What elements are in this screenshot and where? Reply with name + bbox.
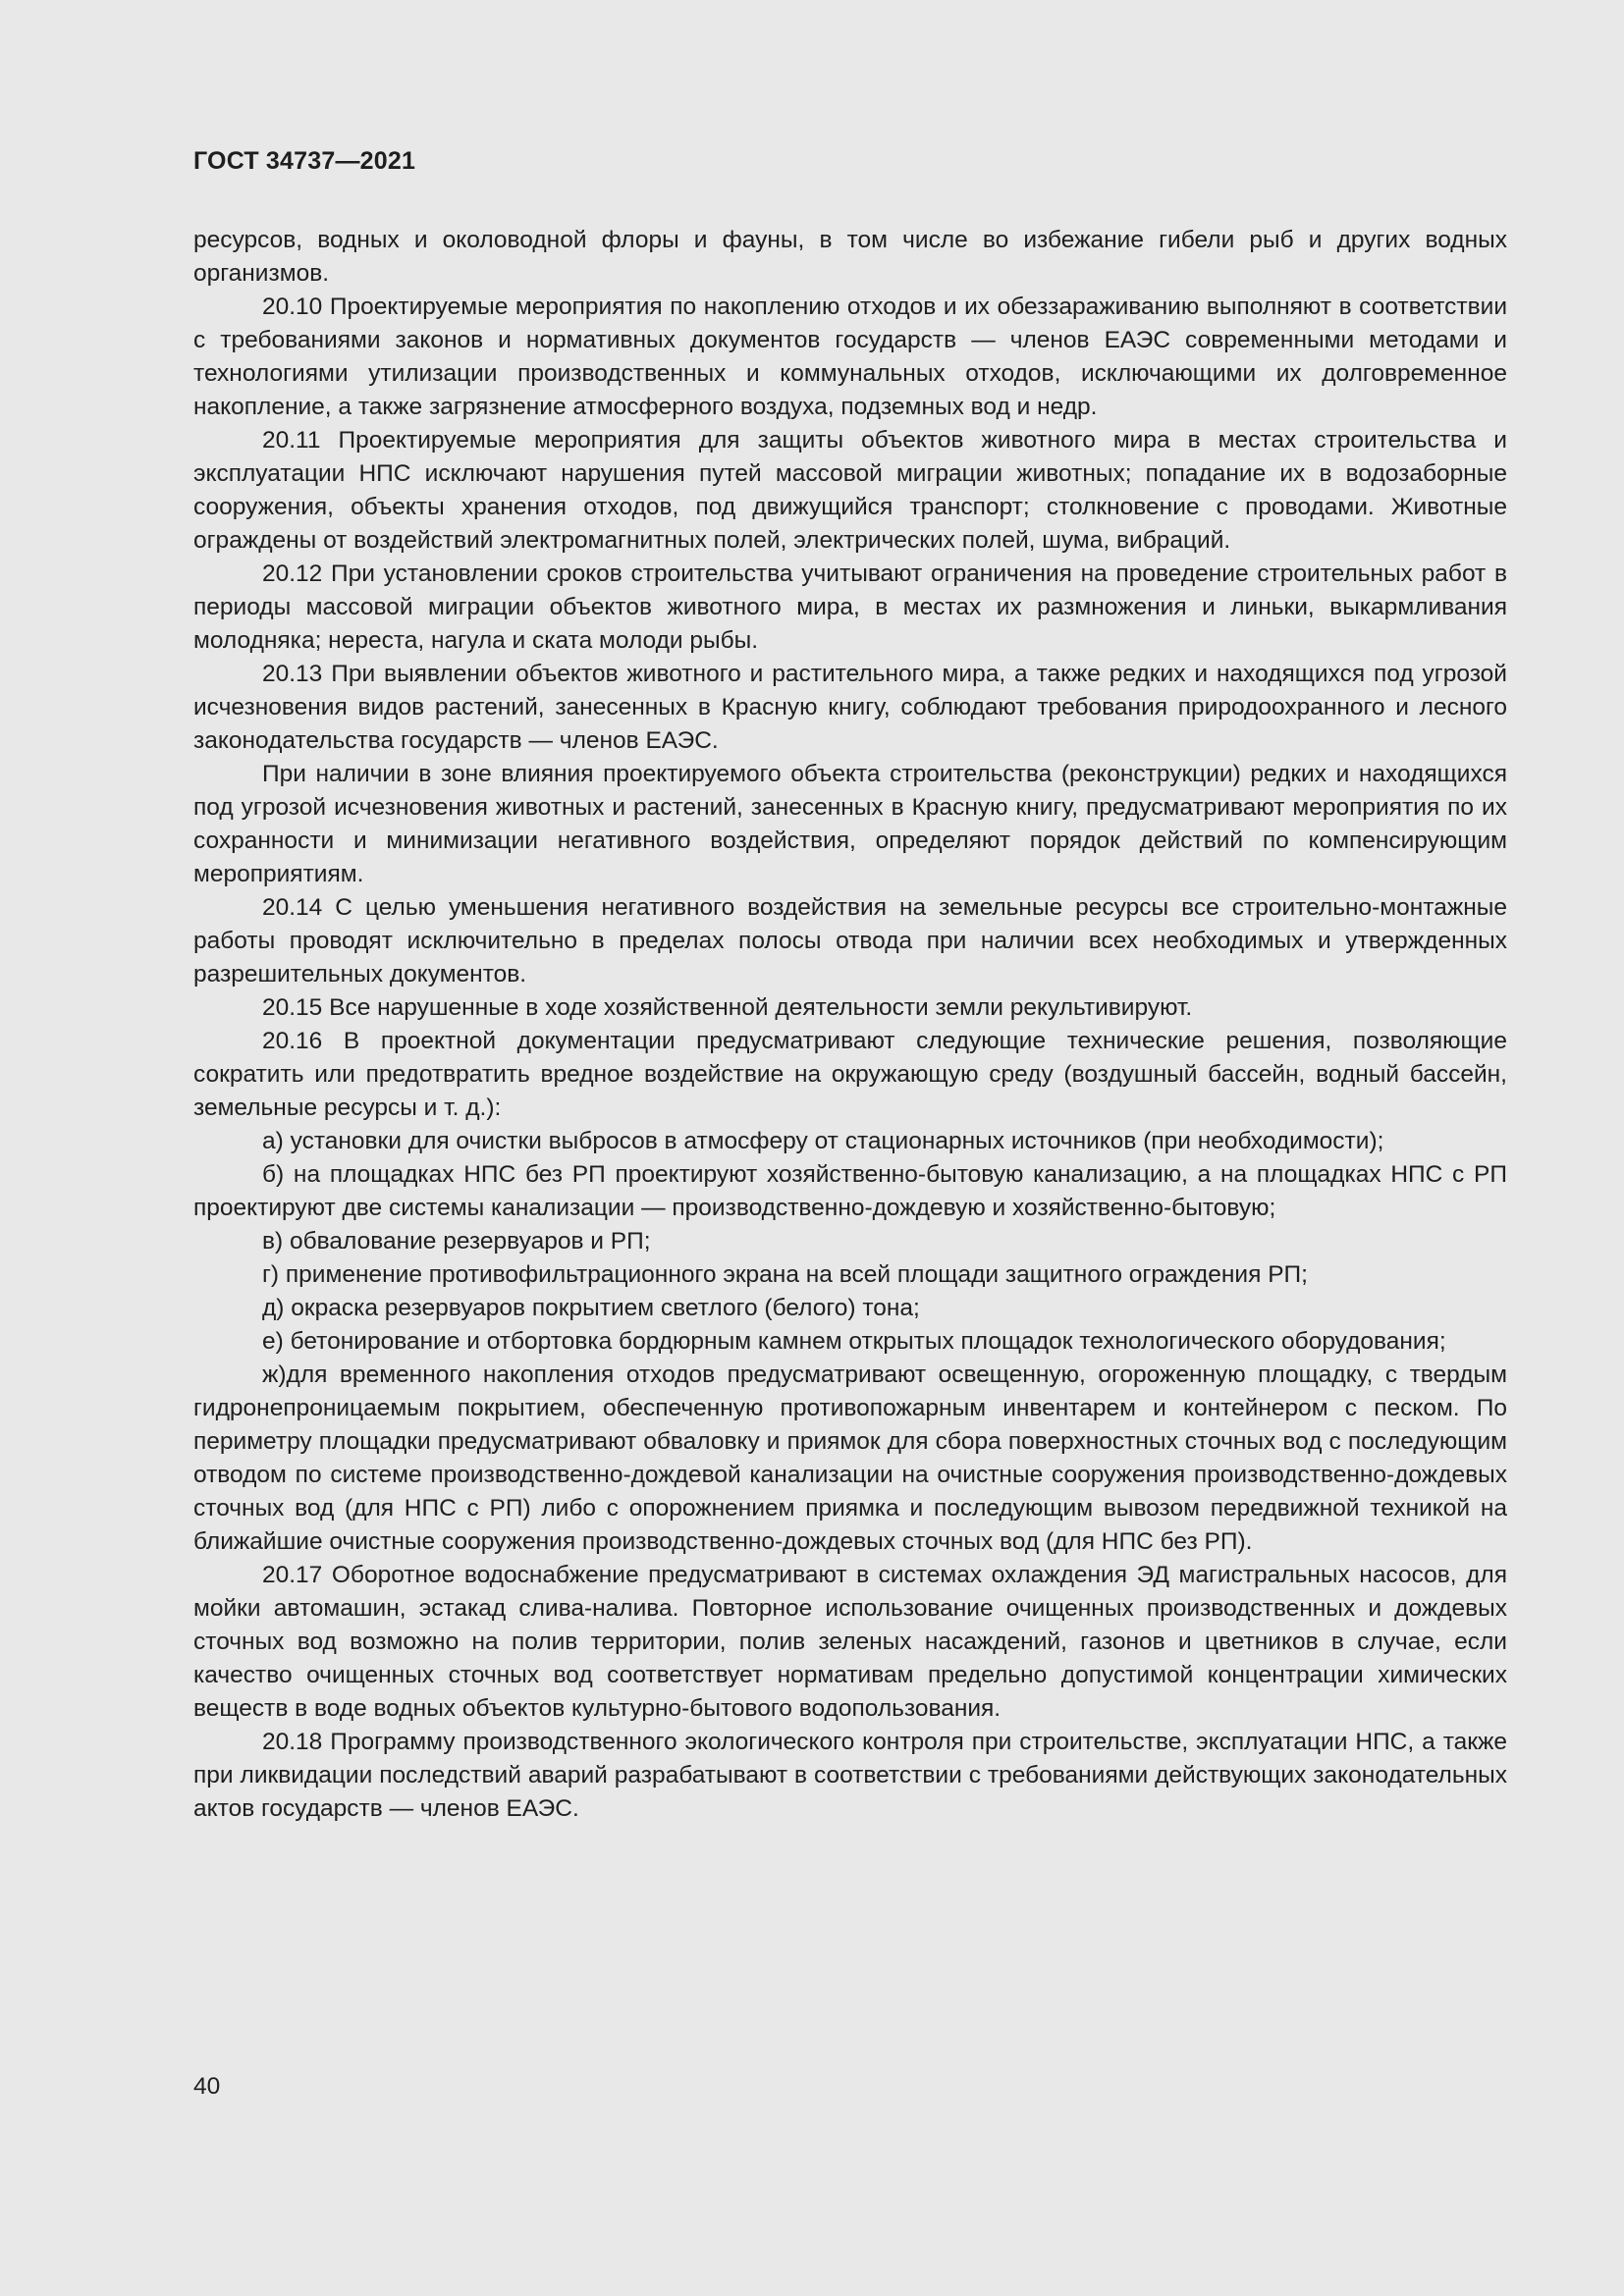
list-item: а) установки для очистки выбросов в атмосферу от стационарных источников (при необходимости); — [262, 1128, 1384, 1154]
page-number: 40 — [193, 2073, 221, 2100]
list-item: д) окраска резервуаров покрытием светлого (белого) тона; — [262, 1295, 920, 1321]
paragraph: 20.18 Программу производственного экологического контроля при строительстве, эксплуатации НПС, а также при ликвидации последствий аварий разрабатывают в соответствии с требованиями действующих законодательных актов государств — членов ЕАЭС. — [193, 1729, 1507, 1822]
list-item: б) на площадках НПС без РП проектируют хозяйственно-бытовую канализацию, а на площадках НПС с РП проектируют две системы канализации — производственно-дождевую и хозяйственно-бытовую; — [193, 1161, 1507, 1221]
document-header: ГОСТ 34737—2021 — [193, 147, 416, 175]
paragraph: 20.11 Проектируемые мероприятия для защиты объектов животного мира в местах строительства и эксплуатации НПС исключают нарушения путей массовой миграции животных; попадание их в водозаборные сооружения, объекты хранения отходов, под движущийся транспорт; столкновение с проводами. Животные ограждены от воздействий электромагнитных полей, электрических полей, шума, вибраций. — [193, 427, 1507, 554]
list-item: г) применение противофильтрационного экрана на всей площади защитного ограждения РП; — [262, 1261, 1308, 1288]
paragraph: 20.13 При выявлении объектов животного и растительного мира, а также редких и находящихся под угрозой исчезновения видов растений, занесенных в Красную книгу, соблюдают требования природоохранного и лесного законодательства государств — членов ЕАЭС. — [193, 661, 1507, 754]
paragraph: При наличии в зоне влияния проектируемого объекта строительства (реконструкции) редких и находящихся под угрозой исчезновения животных и растений, занесенных в Красную книгу, предусматривают мероприятия по их сохранности и минимизации негативного воздействия, определяют порядок действий по компенсирующим мероприятиям. — [193, 761, 1507, 887]
list-item: ж)для временного накопления отходов предусматривают освещенную, огороженную площадку, с твердым гидронепроницаемым покрытием, обеспеченную противопожарным инвентарем и контейнером с песком. По периметру площадки предусматривают обваловку и приямок для сбора поверхностных сточных вод с последующим отводом по системе производственно-дождевой канализации на очистные сооружения производственно-дождевых сточных вод (для НПС с РП) либо с опорожнением приямка и последующим вывозом передвижной техникой на ближайшие очистные сооружения производственно-дождевых сточных вод (для НПС без РП). — [193, 1362, 1507, 1555]
document-body — [193, 224, 1507, 1826]
paragraph: 20.14 С целью уменьшения негативного воздействия на земельные ресурсы все строительно-монтажные работы проводят исключительно в пределах полосы отвода при наличии всех необходимых и утвержденных разрешительных документов. — [193, 894, 1507, 988]
paragraph: 20.17 Оборотное водоснабжение предусматривают в системах охлаждения ЭД магистральных насосов, для мойки автомашин, эстакад слива-налива. Повторное использование очищенных производственных и дождевых сточных вод возможно на полив территории, полив зеленых насаждений, газонов и цветников в случае, если качество очищенных сточных вод соответствует нормативам предельно допустимой концентрации химических веществ в воде водных объектов культурно-бытового водопользования. — [193, 1562, 1507, 1722]
paragraph: 20.16 В проектной документации предусматривают следующие технические решения, позволяющие сократить или предотвратить вредное воздействие на окружающую среду (воздушный бассейн, водный бассейн, земельные ресурсы и т. д.): — [193, 1028, 1507, 1121]
paragraph: 20.15 Все нарушенные в ходе хозяйственной деятельности земли рекультивируют. — [262, 994, 1193, 1021]
list-item: в) обвалование резервуаров и РП; — [262, 1228, 651, 1255]
paragraph: ресурсов, водных и околоводной флоры и фауны, в том числе во избежание гибели рыб и других водных организмов. — [193, 227, 1507, 287]
paragraph: 20.10 Проектируемые мероприятия по накоплению отходов и их обеззараживанию выполняют в соответствии с требованиями законов и нормативных документов государств — членов ЕАЭС современными методами и технологиями утилизации производственных и коммунальных отходов, исключающими их долговременное накопление, а также загрязнение атмосферного воздуха, подземных вод и недр. — [193, 294, 1507, 420]
paragraph: 20.12 При установлении сроков строительства учитывают ограничения на проведение строительных работ в периоды массовой миграции объектов животного мира, в местах их размножения и линьки, выкармливания молодняка; нереста, нагула и ската молоди рыбы. — [193, 561, 1507, 654]
list-item: е) бетонирование и отбортовка бордюрным камнем открытых площадок технологического оборудования; — [262, 1328, 1446, 1355]
